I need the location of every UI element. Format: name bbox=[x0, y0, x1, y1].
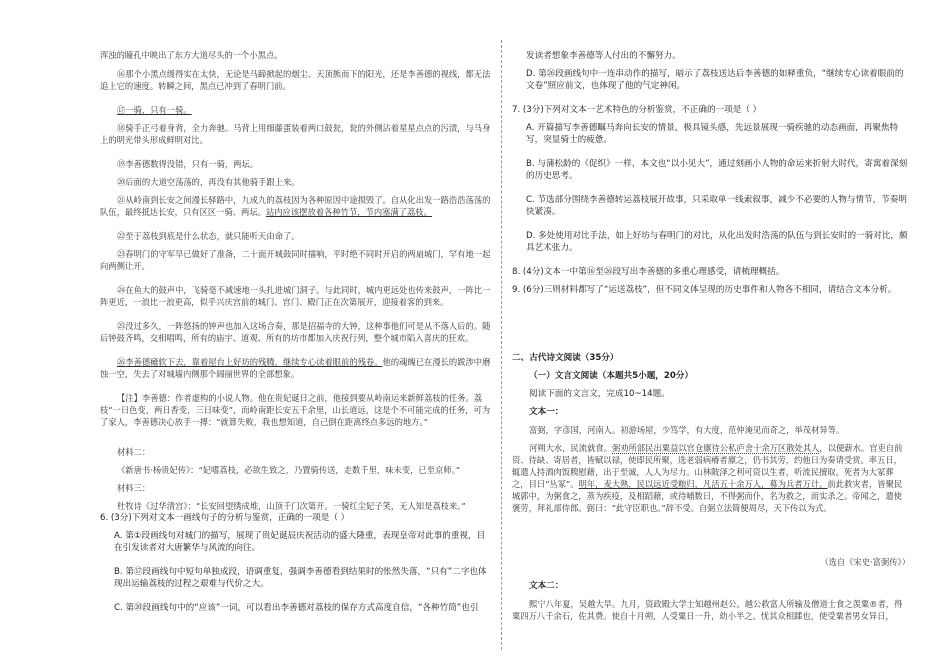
question-7: 7. (3分)下列对文本一艺术特色的分析鉴赏，不正确的一项是（ ） bbox=[512, 105, 762, 115]
question-6: 6. (3分)下列对文本一画线句子的分析与鉴赏，正确的一项是（ ） bbox=[100, 513, 350, 523]
paragraph-16: ⑯那个小黑点缓得实在太快，无论是马蹄掀起的烟尘、天顶熊而下的阳光，还是李善德的视线，都无法追上它的速度。转瞬之间，黑点已冲到了春明门前。 bbox=[100, 69, 491, 91]
paragraph-18: ⑱骑手正弓着身背，全力奔驰。马背上用细藤蛋装着两口鼓瓮，瓮的外侧沾着星星点点的污渍，与马身上的明光带头形成鲜明对比。 bbox=[100, 123, 491, 145]
underlined-sentence-translation: 明年，麦大熟，民以远近受粮归，凡活五十余万人，募为兵者万计。 bbox=[578, 479, 828, 489]
section-2-heading: 二、古代诗文阅读（35分） bbox=[512, 353, 619, 363]
paragraph-19: ⑲李善德数得没错，只有一骑，两坛。 bbox=[117, 159, 259, 169]
underlined-sentence-21: 站内应该摆放着各种竹节，节内塞满了荔枝。 bbox=[265, 207, 432, 217]
question-6-option-b: B. 第⑰段画线句中短句单独成段，语调重复，强调李善德看到结果时的怅然失落，“只有”二字也体现出运输荔枝的过程之艰难与代价之大。 bbox=[114, 567, 487, 589]
paragraph-21-text: ㉑从岭南到长安之间漫长驿路中，九成九的荔枝因为各种原因中途损毁了。自从化出发一路浩浩荡荡的队伍，最终抵达长安，只有区区一骑、两坛。 bbox=[100, 195, 491, 217]
wavy-underlined-sentence: 弼劝所部民出粟益以官仓廪待公私庐舍十余万区散处其人 bbox=[611, 443, 820, 453]
note-head: 【注】 bbox=[117, 393, 142, 403]
material-3-text: 杜牧诗《过华清宫》：“长安回望绣成堆，山顶千门次第开。一骑红尘妃子笑，无人知是荔枝来。” bbox=[117, 501, 466, 511]
paragraph-24: ㉔在鱼大的鼓声中，飞骑毫不减速地一头扎进城门洞子。与此同时，城内更远处也传来鼓声，一阵比一阵更近，一浪比一浪更高，似乎兴庆宫前的城门、宫门、殿门正在次第展开，迎接着客的到来。 bbox=[100, 285, 491, 307]
para-2-start: 河朔大水，民流就食。 bbox=[529, 443, 612, 453]
question-8: 8. (4分)文本一中第⑯至㉖段写出李善德的多重心理感受，请梳理概括。 bbox=[512, 267, 785, 277]
paragraph-23: ㉓春明门的守军早已做好了准备，二十面开城鼓同时擂响，平时绝不同时开启的两扇城门，罕有地一起向两侧让开。 bbox=[100, 249, 491, 271]
material-2-label: 材料二： bbox=[117, 447, 151, 457]
question-6-option-c: C. 第⑳段画线句中的“应该”一词，可以看出李善德对荔枝的保存方式高度自信，“各种竹筒”也引 bbox=[114, 603, 479, 613]
paragraph-22: ㉒至于荔枝到底是什么状态，就只能听天由命了。 bbox=[117, 231, 300, 241]
question-6-option-a: A. 第①段画线句对城门的描写，展现了贵妃诞辰庆祝活动的盛大隆重，表现皇帝对此事的重视，目在引发读者对大唐繁华与风流的向往。 bbox=[114, 531, 486, 553]
note-text: 李善德：作者虚构的小说人物。他在贵妃诞日之前，他接到要从岭南运来新鲜荔枝的任务。荔枝“一日色变，两日香变，三日味变”，而岭南距长安五千余里，山长道远，这是个不可能完成的任务，可为了家人，李善德决心放手一搏：“就算失败，我也想知道，自己倒在距离终点多远的地方。” bbox=[100, 393, 491, 427]
classical-text-1-para-2 bbox=[512, 442, 910, 514]
question-6-option-c-continued: 发读者想象李善德等人付出的不懈努力。 bbox=[526, 51, 681, 61]
paragraph-25: ㉕没过多久，一阵悠扬的钟声也加入这场合奏，那是招福寺的大钟，这种事他们可是从不落人后的。随后钟鼓齐鸣，交相唱鸣，所有的庙宇、道观、所有的坊市都加入庆祝行列，整个城市陷入喜庆的狂欢。 bbox=[100, 321, 491, 343]
text-2-label: 文本二： bbox=[529, 581, 564, 591]
paragraph-20: ⑳后面的大道空荡荡的，再没有其他骑手跟上来。 bbox=[117, 177, 300, 187]
question-7-option-a: A. 开篇描写李善德瞩马奔向长安的情景，极具镜头感，先远景展现一骑疾驰的动态画面，再聚焦特写，突显骑士的疲惫。 bbox=[526, 123, 899, 145]
underlined-sentence-26 bbox=[117, 357, 383, 367]
subsection-1-heading: （一）文言文阅读（本题共5小题，20分） bbox=[529, 371, 694, 381]
question-7-option-c: C. 节选部分围绕李善德转运荔枝展开故事，只采取单一线索叙事，减少不必要的人物与情节，节奏明快紧凑。 bbox=[526, 195, 907, 217]
question-9: 9. (6分)三则材料都写了“运送荔枝”，但不同文体呈现的历史事件和人物各不相同，请结合文本分析。 bbox=[512, 285, 897, 295]
material-2-text: 《新唐书·杨贵妃传》：“妃嗜荔枝，必欲生致之，乃置骑传送，走数千里，味未变，已至京师。” bbox=[117, 465, 460, 475]
question-7-option-b: B. 与蒲松龄的《促织》一样，本文也“以小见大”，通过刻画小人物的命运来折射大时代，寄寓着深刻的历史思考。 bbox=[526, 159, 908, 181]
paragraph-26-text: 他的魂魄已在漫长的跋涉中磨蚀一空，失去了对城墙内侧那个阔丽世界的全部想象。 bbox=[100, 357, 491, 379]
classical-text-1-para-1: 富弼，字彦国，河南人。初游场屋，少笃学，有大度，范仲淹见而奇之，举茂材异等。 bbox=[529, 425, 845, 435]
question-7-option-d: D. 多处使用对比手法，如上好坊与春明门的对比，从化出发时浩荡的队伍与到长安时的一骑对比，颇具艺术张力。 bbox=[526, 231, 908, 253]
classical-text-2-para-1: 熙宁八年夏，吴越大旱。九月，资政殿大学士知越州赵公。越公救富人所输及僧道士食之羡粟®者，得粟四万八千余石，佐其费。使自十月朔，人受粟日一升，幼小半之。忧其众相蹂也，使受粟者男女异日， bbox=[512, 599, 903, 621]
text-1-source: （选自《宋史·富弼传》） bbox=[820, 557, 910, 567]
column-divider bbox=[501, 40, 502, 650]
reading-instruction: 阅读下面的文言文，完成10~14题。 bbox=[529, 389, 670, 399]
paragraph-21 bbox=[100, 194, 492, 218]
text-1-label: 文本一： bbox=[529, 407, 564, 417]
question-6-option-d: D. 第㉖段画线句中一连串动作的描写，暗示了荔枝送达后李善德的如释重负，“继续专心读着眼前的文卷”照应前文，也体现了他的气定神闲。 bbox=[526, 69, 904, 91]
note bbox=[100, 392, 492, 428]
underlined-sentence-17: ⑰一骑，只有一骑。 bbox=[117, 105, 192, 115]
material-3-label: 材料三： bbox=[117, 483, 151, 493]
paragraph-26-part-b: 继续专心读着眼前的残卷。 bbox=[282, 357, 383, 367]
paragraph-26-part-a: ㉖李善德瘫软下去，靠着屋台上好坊的残腾， bbox=[117, 357, 283, 367]
paragraph-15-end: 浑浊的瞳孔中映出了东方大道尽头的一个小黑点。 bbox=[100, 50, 283, 60]
paragraph-26 bbox=[100, 356, 492, 380]
para-2-end: 前此救灾者，皆聚民城郭中，为粥食之，蒸为疾疫，及相蹈藉，或待哺数日，不得粥而仆，名为救之，而实杀之。帝闻之，遣使褒劳，拜礼部侍郎。弼曰：“此守臣职也。”辞不受。自弼立法简便周尽，天下传以为式。 bbox=[512, 479, 903, 513]
paragraph-17 bbox=[100, 104, 492, 116]
right-column bbox=[512, 0, 910, 672]
left-column bbox=[100, 0, 492, 672]
para-2-middle: ，以便薪水。官吏自前资、待缺、寄居者，皆赋以禄，使即民所聚，选老弱病瘠者廪之，仍书其劳，约他日为奏请受赏。率五日，辄遣人持酒肉饭糗慰藉，出于至诚，人人为尽力。山林陂泽之利可资以生者，听流民擅取。死者为大冢葬之，目曰“丛冢”。 bbox=[512, 443, 903, 489]
